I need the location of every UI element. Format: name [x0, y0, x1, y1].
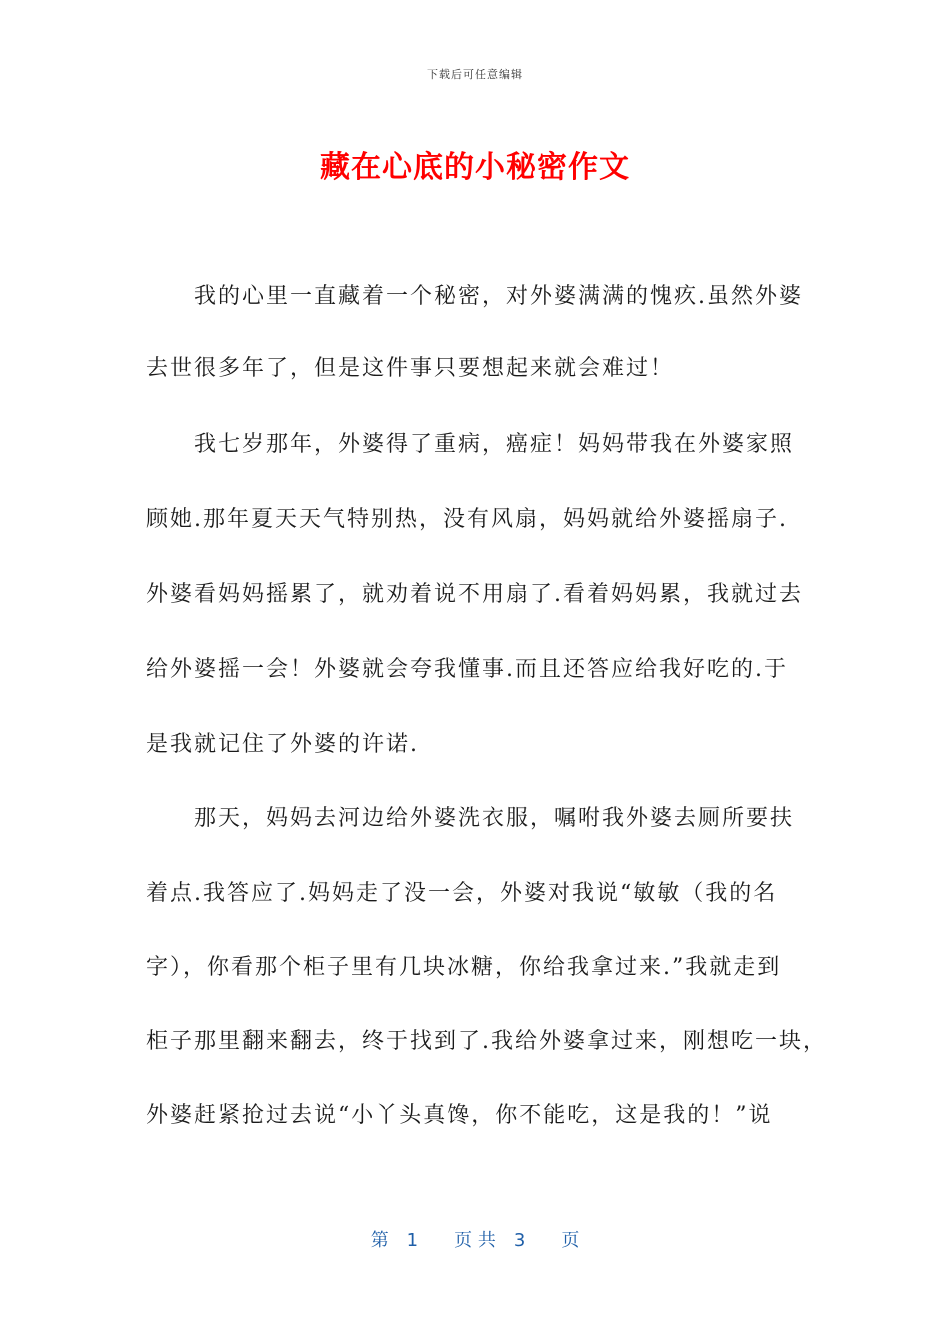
- body-line: 给外婆摇一会！外婆就会夸我懂事.而且还答应给我好吃的.于: [146, 657, 788, 682]
- body-line: 外婆赶紧抢过去说“小丫头真馋，你不能吃，这是我的！”说: [146, 1103, 773, 1128]
- body-line: 着点.我答应了.妈妈走了没一会，外婆对我说“敏敏（我的名: [146, 881, 778, 906]
- body-line: 我的心里一直藏着一个秘密，对外婆满满的愧疚.虽然外婆: [194, 284, 803, 309]
- body-line: 字），你看那个柜子里有几块冰糖，你给我拿过来.”我就走到: [146, 955, 782, 980]
- body-line: 外婆看妈妈摇累了，就劝着说不用扇了.看着妈妈累，我就过去: [146, 582, 803, 607]
- body-line: 我七岁那年，外婆得了重病，癌症！妈妈带我在外婆家照: [194, 432, 795, 457]
- body-line: 去世很多年了，但是这件事只要想起来就会难过！: [146, 356, 675, 381]
- document-title: 藏在心底的小秘密作文: [320, 150, 630, 185]
- body-line: 顾她.那年夏天天气特别热，没有风扇，妈妈就给外婆摇扇子.: [146, 507, 788, 532]
- body-line: 那天，妈妈去河边给外婆洗衣服，嘱咐我外婆去厕所要扶: [194, 806, 795, 831]
- page-number-footer: 第 1 页 共 3 页: [370, 1230, 580, 1251]
- body-line: 是我就记住了外婆的许诺.: [146, 732, 419, 757]
- body-line: 柜子那里翻来翻去，终于找到了.我给外婆拿过来，刚想吃一块，: [146, 1029, 827, 1054]
- header-note: 下载后可任意编辑: [427, 68, 523, 81]
